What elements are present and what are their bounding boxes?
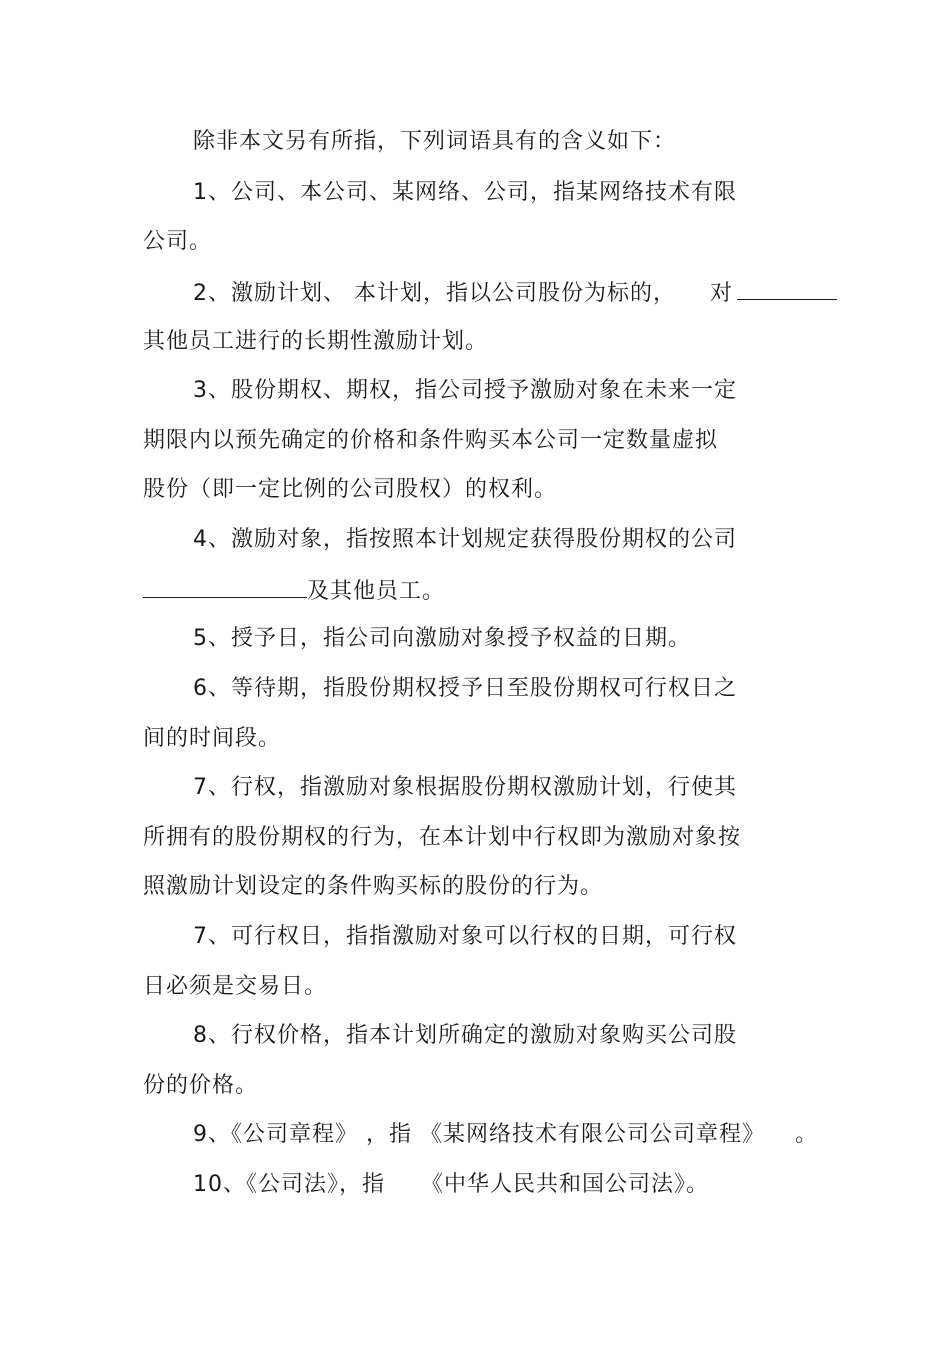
definition-5-line-1: 5、授予日，指公司向激励对象授予权益的日期。 xyxy=(193,626,691,651)
intro-text: 除非本文另有所指，下列词语具有的含义如下： xyxy=(193,129,677,154)
definition-1-line-1: 1、公司、本公司、某网络、公司，指某网络技术有限 xyxy=(193,180,737,205)
definition-9-line-1 xyxy=(193,1122,818,1148)
definition-7-line-2: 所拥有的股份期权的行为，在本计划中行权即为激励对象按 xyxy=(143,825,742,850)
definition-1-line-2: 公司。 xyxy=(143,229,213,254)
definition-9-text: 9、《公司章程》 ，指 《某网络技术有限公司公司章程》 xyxy=(193,1122,765,1147)
definition-7b-line-2: 日必须是交易日。 xyxy=(143,974,328,999)
definition-2-text: 2、激励计划、 本计划，指以公司股份为标的， xyxy=(193,281,676,306)
definition-10-line-1 xyxy=(193,1172,709,1198)
definition-7b-line-1: 7、可行权日，指指激励对象可以行权的日期，可行权 xyxy=(193,924,737,949)
definition-3-line-3: 股份（即一定比例的公司股权）的权利。 xyxy=(143,477,558,502)
definition-8-line-1: 8、行权价格，指本计划所确定的激励对象购买公司股 xyxy=(193,1023,737,1048)
fill-in-blank xyxy=(143,577,307,598)
definition-2-text-b: 对 xyxy=(710,281,734,306)
definition-7-line-1: 7、行权，指激励对象根据股份期权激励计划，行使其 xyxy=(193,775,737,800)
fill-in-blank xyxy=(737,279,837,300)
definition-2-line-2: 其他员工进行的长期性激励计划。 xyxy=(143,329,489,354)
definition-4-line-2 xyxy=(143,577,445,605)
definition-8-line-2: 份的价格。 xyxy=(143,1073,259,1098)
definition-4-text: 及其他员工。 xyxy=(307,579,446,604)
definition-10-text: 10、《公司法》，指 xyxy=(193,1172,385,1197)
definition-6-line-1: 6、等待期，指股份期权授予日至股份期权可行权日之 xyxy=(193,676,737,701)
definition-7-line-3: 照激励计划设定的条件购买标的股份的行为。 xyxy=(143,874,604,899)
definition-4-line-1: 4、激励对象，指按照本计划规定获得股份期权的公司 xyxy=(193,527,737,552)
definition-2-line-1 xyxy=(193,279,837,307)
definition-10-text-b: 《中华人民共和国公司法》。 xyxy=(421,1172,710,1197)
definition-3-line-2: 期限内以预先确定的价格和条件购买本公司一定数量虚拟 xyxy=(143,428,719,453)
definition-3-line-1: 3、股份期权、期权，指公司授予激励对象在未来一定 xyxy=(193,378,737,403)
definition-9-period: 。 xyxy=(795,1122,819,1147)
definition-6-line-2: 间的时间段。 xyxy=(143,726,282,751)
